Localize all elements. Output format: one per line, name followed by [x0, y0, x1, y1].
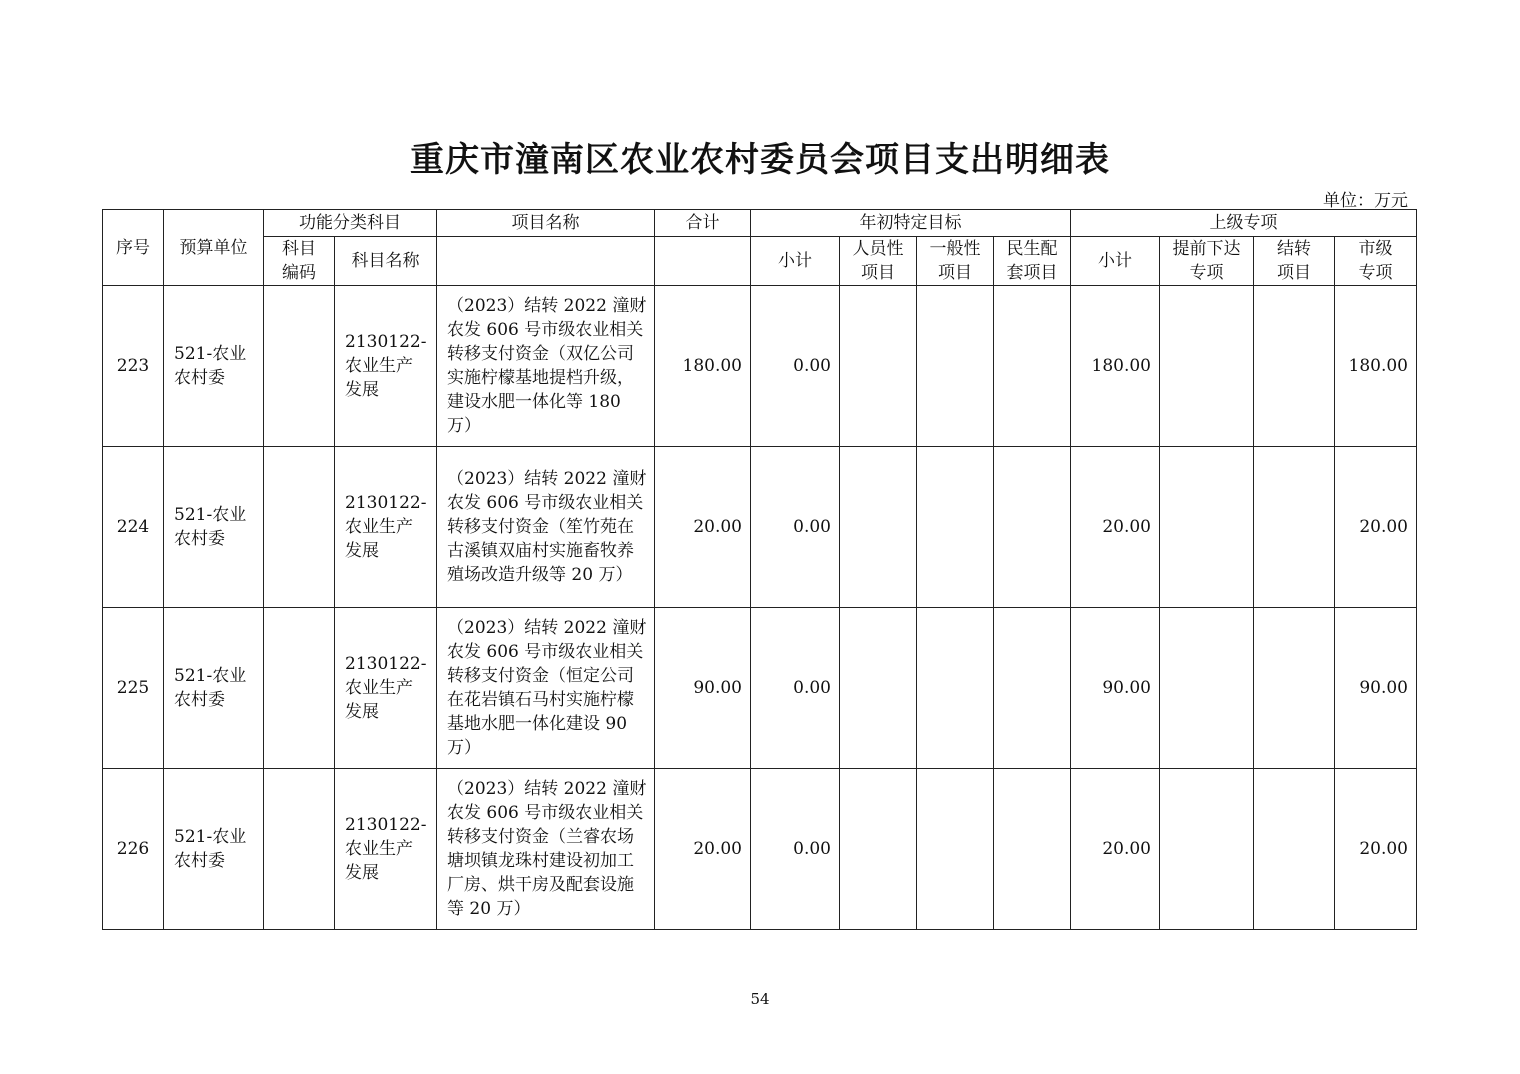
header-project-blank: [437, 237, 655, 286]
cell-advance: [1160, 447, 1254, 608]
budget-table: [102, 209, 1417, 930]
cell-total: 180.00: [655, 286, 751, 447]
cell-subject-code: [264, 447, 335, 608]
cell-sup-subtotal: 20.00: [1071, 769, 1160, 930]
header-advance: 提前下达 专项: [1160, 237, 1254, 286]
cell-project-name: （2023）结转 2022 潼财农发 606 号市级农业相关转移支付资金（双亿公司实施柠檬基地提档升级，建设水肥一体化等 180 万）: [437, 286, 655, 447]
cell-init-subtotal: 0.00: [751, 608, 840, 769]
cell-total: 90.00: [655, 608, 751, 769]
cell-subject-code: [264, 769, 335, 930]
cell-init-subtotal: 0.00: [751, 286, 840, 447]
cell-municipal: 180.00: [1335, 286, 1417, 447]
header-municipal: 市级 专项: [1335, 237, 1417, 286]
cell-general: [917, 286, 994, 447]
header-project-name: 项目名称: [437, 210, 655, 237]
header-general: 一般性 项目: [917, 237, 994, 286]
cell-advance: [1160, 608, 1254, 769]
cell-carryover: [1254, 447, 1335, 608]
cell-personnel: [840, 286, 917, 447]
header-initial-target: 年初特定目标: [751, 210, 1071, 237]
cell-general: [917, 769, 994, 930]
cell-subject-code: [264, 608, 335, 769]
cell-project-name: （2023）结转 2022 潼财农发 606 号市级农业相关转移支付资金（笙竹苑在古溪镇双庙村实施畜牧养殖场改造升级等 20 万）: [437, 447, 655, 608]
header-func-class: 功能分类科目: [264, 210, 437, 237]
cell-subject-name: 2130122- 农业生产 发展: [335, 286, 437, 447]
cell-sup-subtotal: 90.00: [1071, 608, 1160, 769]
cell-livelihood: [994, 608, 1071, 769]
header-subject-code: 科目 编码: [264, 237, 335, 286]
cell-personnel: [840, 769, 917, 930]
table-row: [103, 286, 1417, 447]
cell-project-name: （2023）结转 2022 潼财农发 606 号市级农业相关转移支付资金（兰睿农场塘坝镇龙珠村建设初加工厂房、烘干房及配套设施等 20 万）: [437, 769, 655, 930]
cell-livelihood: [994, 769, 1071, 930]
cell-sup-subtotal: 180.00: [1071, 286, 1160, 447]
header-superior: 上级专项: [1071, 210, 1417, 237]
cell-project-name: （2023）结转 2022 潼财农发 606 号市级农业相关转移支付资金（恒定公司在花岩镇石马村实施柠檬基地水肥一体化建设 90 万）: [437, 608, 655, 769]
cell-carryover: [1254, 608, 1335, 769]
header-budget-unit: 预算单位: [164, 210, 264, 286]
cell-init-subtotal: 0.00: [751, 769, 840, 930]
cell-municipal: 90.00: [1335, 608, 1417, 769]
cell-livelihood: [994, 286, 1071, 447]
unit-label: 单位：万元: [1323, 191, 1408, 211]
cell-general: [917, 608, 994, 769]
cell-municipal: 20.00: [1335, 769, 1417, 930]
cell-livelihood: [994, 447, 1071, 608]
cell-seq: 224: [103, 447, 164, 608]
header-livelihood: 民生配 套项目: [994, 237, 1071, 286]
cell-general: [917, 447, 994, 608]
header-seq: 序号: [103, 210, 164, 286]
cell-budget-unit: 521-农业 农村委: [164, 769, 264, 930]
document-title: 重庆市潼南区农业农村委员会项目支出明细表: [410, 140, 1110, 180]
header-total: 合计: [655, 210, 751, 237]
cell-sup-subtotal: 20.00: [1071, 447, 1160, 608]
header-total-blank: [655, 237, 751, 286]
header-row-1: [103, 210, 1417, 237]
header-init-subtotal: 小计: [751, 237, 840, 286]
cell-subject-name: 2130122- 农业生产 发展: [335, 447, 437, 608]
cell-budget-unit: 521-农业 农村委: [164, 608, 264, 769]
table-row: [103, 608, 1417, 769]
cell-carryover: [1254, 769, 1335, 930]
header-row-2: [103, 237, 1417, 286]
cell-seq: 223: [103, 286, 164, 447]
table-row: [103, 769, 1417, 930]
cell-seq: 226: [103, 769, 164, 930]
cell-budget-unit: 521-农业 农村委: [164, 447, 264, 608]
cell-total: 20.00: [655, 769, 751, 930]
header-personnel: 人员性 项目: [840, 237, 917, 286]
cell-carryover: [1254, 286, 1335, 447]
header-carryover: 结转 项目: [1254, 237, 1335, 286]
cell-subject-name: 2130122- 农业生产 发展: [335, 769, 437, 930]
cell-advance: [1160, 286, 1254, 447]
cell-total: 20.00: [655, 447, 751, 608]
cell-seq: 225: [103, 608, 164, 769]
cell-personnel: [840, 608, 917, 769]
cell-subject-code: [264, 286, 335, 447]
table-row: [103, 447, 1417, 608]
cell-personnel: [840, 447, 917, 608]
cell-advance: [1160, 769, 1254, 930]
cell-municipal: 20.00: [1335, 447, 1417, 608]
header-subject-name: 科目名称: [335, 237, 437, 286]
cell-init-subtotal: 0.00: [751, 447, 840, 608]
page-number: 54: [750, 990, 770, 1008]
cell-subject-name: 2130122- 农业生产 发展: [335, 608, 437, 769]
header-sup-subtotal: 小计: [1071, 237, 1160, 286]
cell-budget-unit: 521-农业 农村委: [164, 286, 264, 447]
